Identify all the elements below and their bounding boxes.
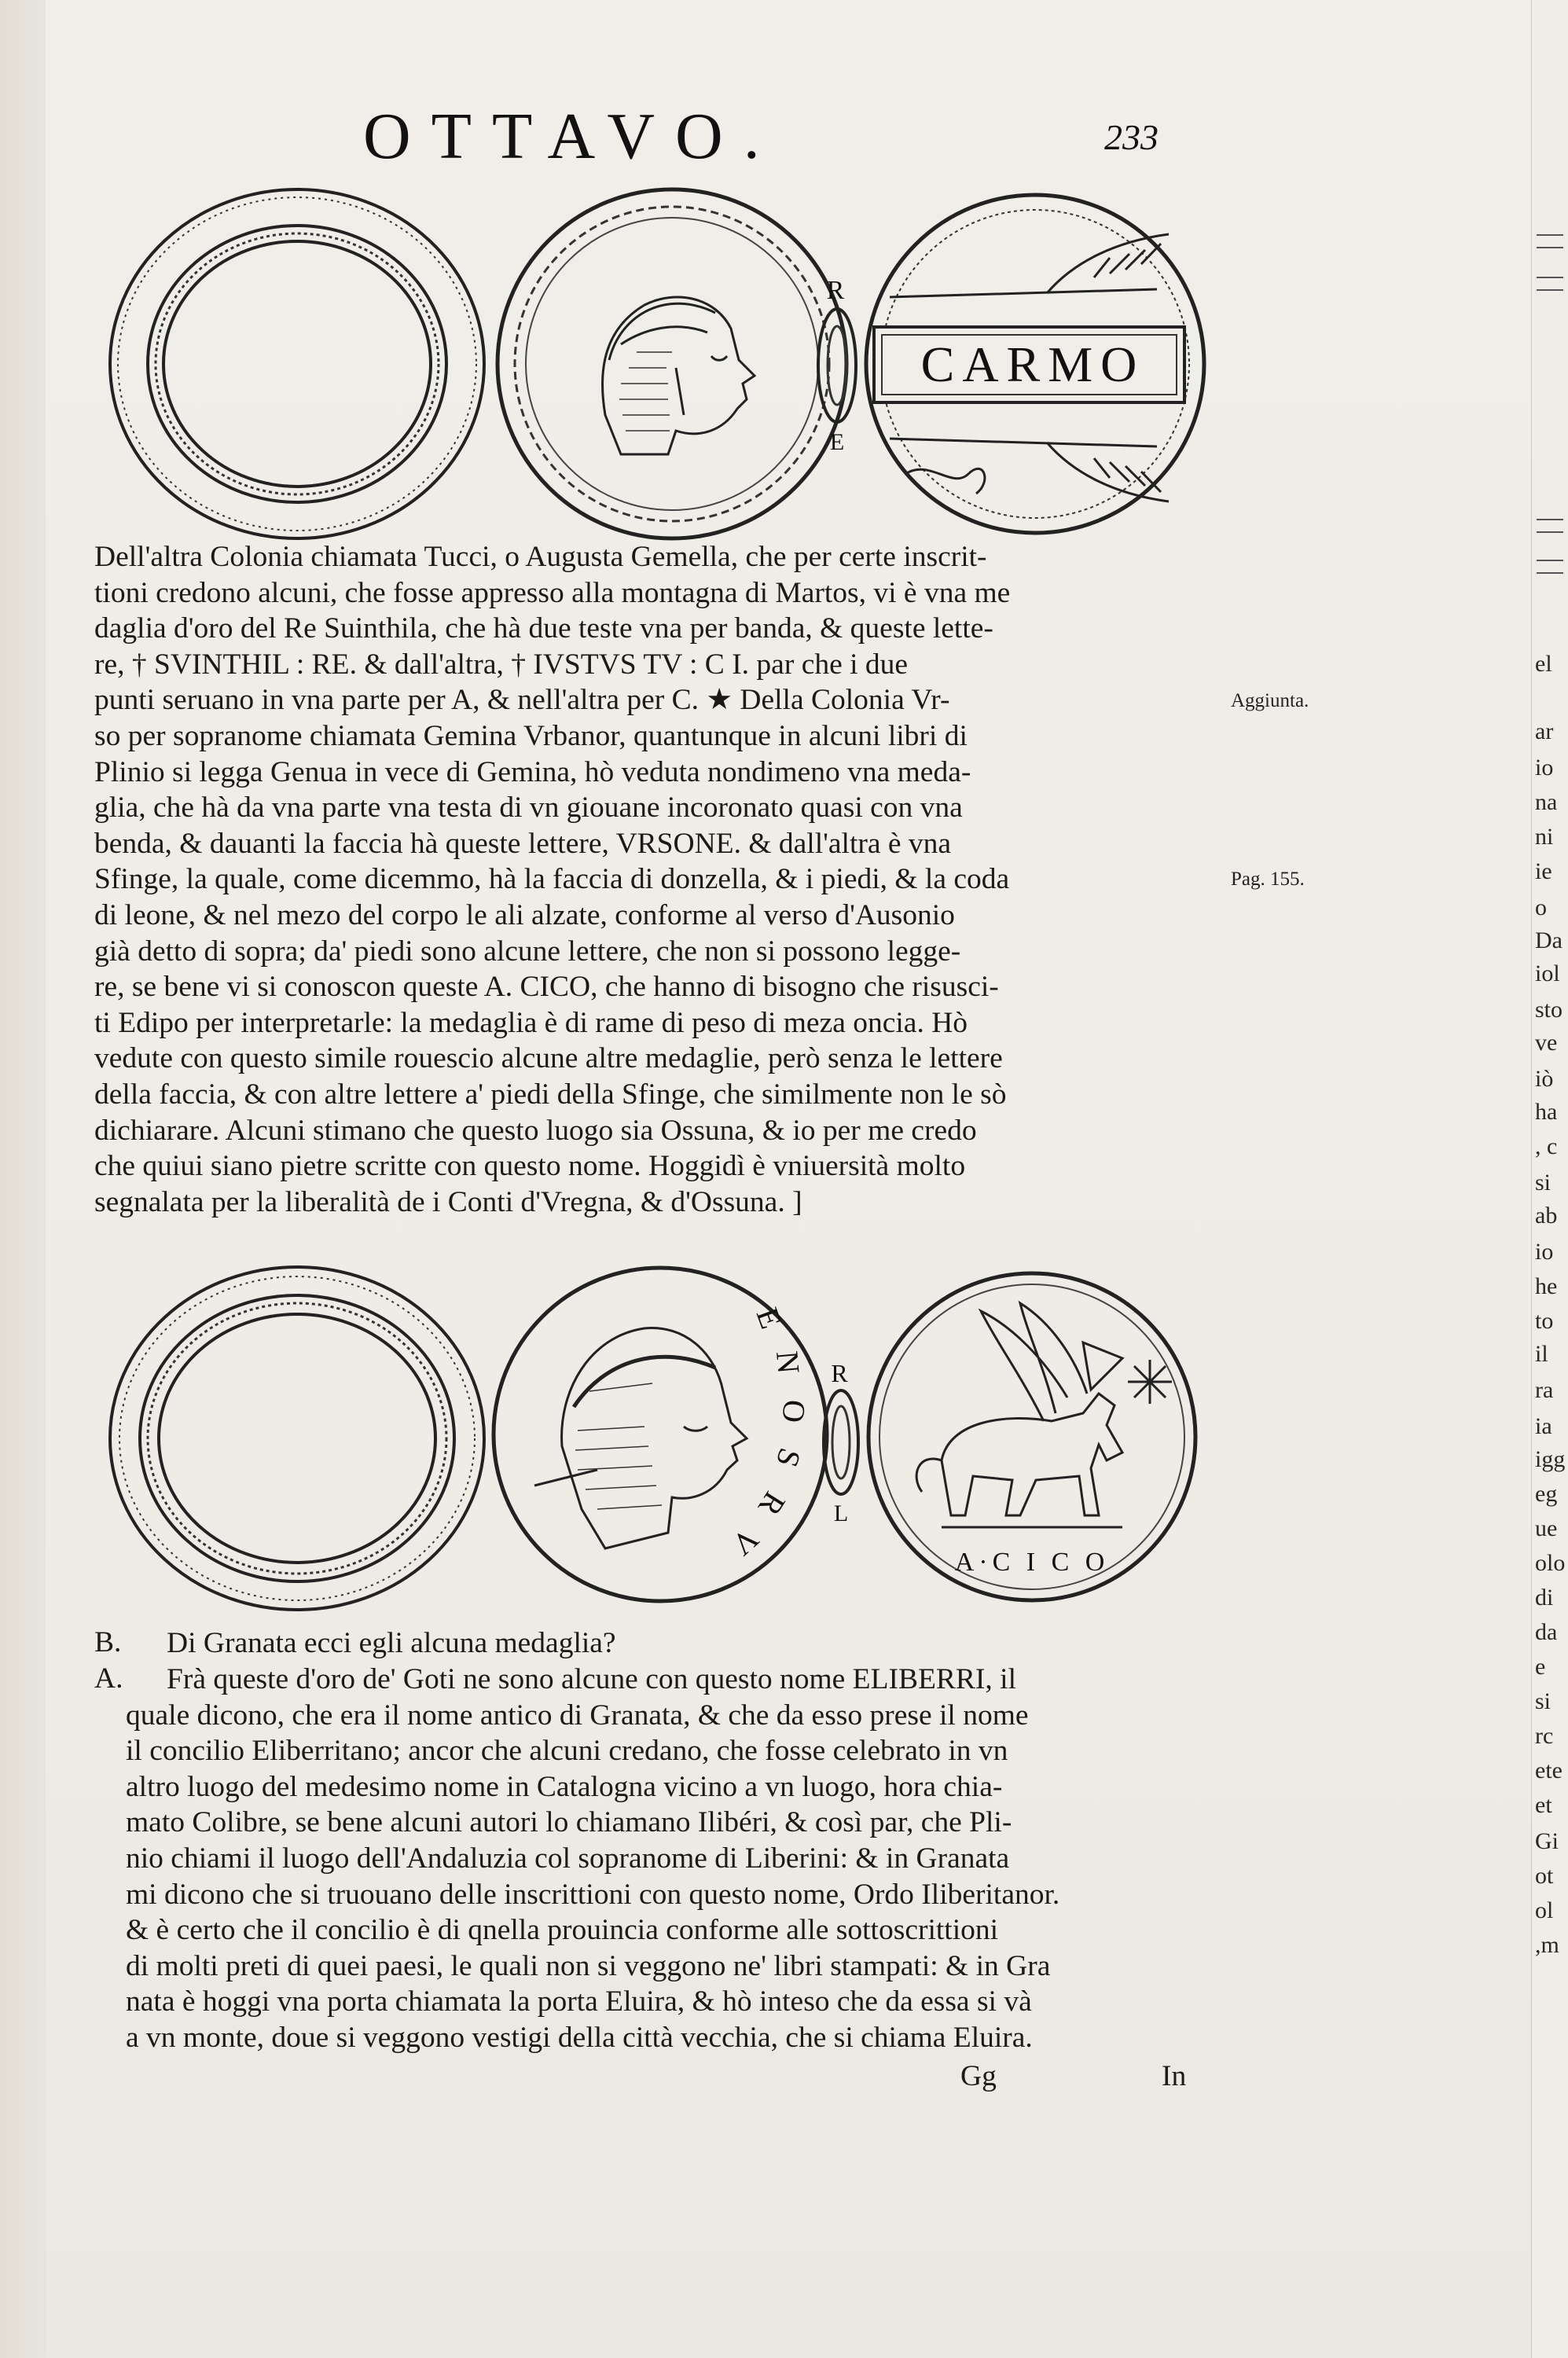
adjacent-page-fragment: da — [1535, 1619, 1558, 1645]
coin-connector-bottom — [817, 1360, 865, 1525]
answer-line: di molti preti di quei paesi, le quali non si veggono ne' libri stampati: & in Gra — [126, 1949, 1051, 1982]
answer-granata — [126, 1662, 1234, 2056]
adjacent-page-fragment: na — [1535, 789, 1558, 815]
paragraph-line: della faccia, & con altre lettere a' piedi della Sfinge, che similmente non le sò — [94, 1078, 1007, 1111]
adjacent-page-fragment: ve — [1535, 1030, 1558, 1056]
adjacent-page-fragment: sto — [1535, 997, 1563, 1023]
ornament-rule — [1537, 234, 1563, 248]
margin-note-aggiunta: Aggiunta. — [1231, 690, 1309, 711]
adjacent-page-fragment: ot — [1535, 1863, 1554, 1889]
adjacent-page-fragment: eg — [1535, 1481, 1558, 1507]
paragraph-line: che quiui siano pietre scritte con questo nome. Hoggidì è vniuersità molto — [94, 1150, 966, 1183]
vrsone-legend-letter: N — [769, 1349, 807, 1376]
paragraph-line: dichiarare. Alcuni stimano che questo luogo sia Ossuna, & io per me credo — [94, 1114, 977, 1147]
adjacent-page-fragment: ia — [1535, 1413, 1552, 1439]
blank-coin-bottom — [101, 1258, 494, 1619]
answer-line: nio chiami il luogo dell'Andaluzia col sopranome di Liberini: & in Granata — [126, 1842, 1010, 1875]
paragraph-line: benda, & dauanti la faccia hà queste lettere, VRSONE. & dall'altra è vna — [94, 827, 952, 860]
adjacent-page-fragment: et — [1535, 1792, 1552, 1818]
paragraph-line: punti seruano in vna parte per A, & nell'altra per C. ★ Della Colonia Vr- — [94, 684, 950, 717]
paragraph-line: so per sopranome chiamata Gemina Vrbanor, quantunque in alcuni libri di — [94, 719, 968, 752]
ornament-rule — [1537, 519, 1563, 533]
question-granata — [167, 1625, 1306, 1662]
adjacent-page-fragment: iò — [1535, 1066, 1554, 1092]
blank-coin-top — [101, 179, 494, 549]
carmo-reverse-coin — [858, 179, 1212, 549]
adjacent-page-fragment: e — [1535, 1654, 1546, 1680]
answer-line: nata è hoggi vna porta chiamata la porta Eluira, & hò inteso che da essa si và — [126, 1985, 1032, 2018]
adjacent-page-edge — [1531, 0, 1568, 2358]
adjacent-page-fragment: ,m — [1535, 1932, 1559, 1958]
paragraph-line: vedute con questo simile rouescio alcune altre medaglie, però senza le lettere — [94, 1042, 1003, 1075]
adjacent-page-fragment: di — [1535, 1585, 1554, 1611]
answer-line: Frà queste d'oro de' Goti ne sono alcune con questo nome ELIBERRI, il — [167, 1663, 1016, 1695]
adjacent-page-fragment: ni — [1535, 824, 1554, 850]
paragraph-line: già detto di sopra; da' piedi sono alcune lettere, che non si possono legge- — [94, 935, 961, 968]
adjacent-page-fragment: , c — [1535, 1133, 1558, 1159]
ornament-rule — [1537, 277, 1563, 291]
speaker-a: A. — [94, 1662, 123, 1695]
vrsone-head-coin — [487, 1250, 833, 1619]
paragraph-line: Dell'altra Colonia chiamata Tucci, o Augusta Gemella, che per certe inscrit- — [94, 541, 987, 573]
adjacent-page-fragment: Da — [1535, 927, 1562, 953]
adjacent-page-fragment: ra — [1535, 1377, 1554, 1403]
adjacent-page-fragment: ha — [1535, 1099, 1558, 1125]
vrsone-legend-letter: V — [725, 1521, 766, 1563]
paragraph-line: di leone, & nel mezo del corpo le ali alzate, conforme al verso d'Ausonio — [94, 898, 955, 931]
helmeted-head-coin — [487, 179, 857, 549]
running-head: OTTAVO. — [363, 100, 780, 173]
adjacent-page-fragment: iol — [1535, 960, 1560, 986]
paragraph-line: Plinio si legga Genua in vece di Gemina, hò veduta nondimeno vna meda- — [94, 755, 971, 788]
answer-line: mato Colibre, se bene alcuni autori lo chiamano Ilibéri, & così par, che Pli- — [126, 1806, 1012, 1839]
answer-line: il concilio Eliberritano; ancor che alcuni credano, che fosse celebrato in vn — [126, 1735, 1008, 1768]
adjacent-page-fragment: rc — [1535, 1723, 1554, 1749]
adjacent-page-fragment: ie — [1535, 858, 1552, 884]
paragraph-line: glia, che hà da vna parte vna testa di vn giouane incoronato quasi con vna — [94, 792, 963, 825]
speaker-b: B. — [94, 1626, 122, 1658]
adjacent-page-fragment: o — [1535, 894, 1547, 920]
catchword: In — [1162, 2060, 1187, 2092]
adjacent-page-fragment: si — [1535, 1688, 1551, 1714]
sphinx-reverse-coin — [863, 1256, 1201, 1618]
answer-line: & è certo che il concilio è di qnella prouincia conforme alle sottoscrittioni — [126, 1914, 999, 1947]
vrsone-legend-letter: R — [751, 1486, 793, 1522]
paragraph-line: tioni credono alcuni, che fosse appresso alla montagna di Martos, vi è vna me — [94, 576, 1011, 609]
adjacent-page-fragment: Gi — [1535, 1828, 1559, 1854]
adjacent-page-fragment: olo — [1535, 1550, 1566, 1576]
vrsone-legend-letter: S — [769, 1444, 809, 1472]
adjacent-page-fragment: io — [1535, 755, 1554, 780]
answer-line: quale dicono, che era il nome antico di Granata, & che da esso prese il nome — [126, 1699, 1029, 1732]
answer-line: altro luogo del medesimo nome in Catalogna vicino a vn luogo, hora chia- — [126, 1770, 1003, 1803]
vrsone-legend-letter: O — [775, 1398, 813, 1424]
adjacent-page-fragment: ue — [1535, 1515, 1558, 1541]
paragraph-line: daglia d'oro del Re Suinthila, che hà due teste vna per banda, & queste lette- — [94, 612, 993, 645]
paragraph-line: re, † SVINTHIL : RE. & dall'altra, † IVSTVS TV : C I. par che i due — [94, 648, 909, 681]
adjacent-page-fragment: he — [1535, 1273, 1558, 1299]
paragraph-line: Sfinge, la quale, come dicemmo, hà la faccia di donzella, & i piedi, & la coda — [94, 863, 1010, 896]
vrsone-legend-letter: E — [749, 1302, 790, 1334]
acico-legend: A·C I C O — [954, 1548, 1110, 1577]
adjacent-page-fragment: ar — [1535, 718, 1554, 744]
adjacent-page-fragment: ab — [1535, 1203, 1558, 1229]
adjacent-page-fragment: igg — [1535, 1446, 1566, 1472]
paragraph-line: re, se bene vi si conoscon queste A. CICO, che hanno di bisogno che risusci- — [94, 971, 999, 1004]
adjacent-page-fragment: si — [1535, 1170, 1551, 1196]
answer-line: a vn monte, doue si veggono vestigi della città vecchia, che si chiama Eluira. — [126, 2021, 1033, 2054]
answer-line: mi dicono che si truouano delle inscrittioni con questo nome, Ordo Iliberitanor. — [126, 1878, 1060, 1911]
margin-note-page-ref: Pag. 155. — [1231, 869, 1305, 890]
paragraph-line: ti Edipo per interpretarle: la medaglia è di rame di peso di meza oncia. Hò — [94, 1006, 968, 1039]
signature-mark: Gg — [960, 2060, 997, 2092]
paragraph-line: segnalata per la liberalità de i Conti d'Vregna, & d'Ossuna. ] — [94, 1185, 802, 1218]
adjacent-page-fragment: io — [1535, 1239, 1554, 1265]
page-number: 233 — [1104, 117, 1159, 157]
carmo-legend: CARMO — [920, 336, 1145, 392]
adjacent-page-fragment: ete — [1535, 1757, 1562, 1783]
adjacent-page-fragment: el — [1535, 651, 1552, 677]
question-text: Di Granata ecci egli alcuna medaglia? — [167, 1627, 616, 1659]
coin-connector-top — [813, 275, 861, 456]
connector-letter-e: E — [829, 429, 845, 455]
ornament-rule — [1537, 560, 1563, 574]
connector-letter-r: R — [826, 276, 845, 305]
connector-letter-l: L — [833, 1500, 849, 1525]
connector-letter-r: R — [831, 1360, 848, 1387]
adjacent-page-fragment: to — [1535, 1308, 1554, 1334]
adjacent-page-fragment: ol — [1535, 1897, 1554, 1923]
paragraph-colonia-tucci — [94, 539, 1234, 1220]
adjacent-page-fragment: il — [1535, 1341, 1548, 1367]
